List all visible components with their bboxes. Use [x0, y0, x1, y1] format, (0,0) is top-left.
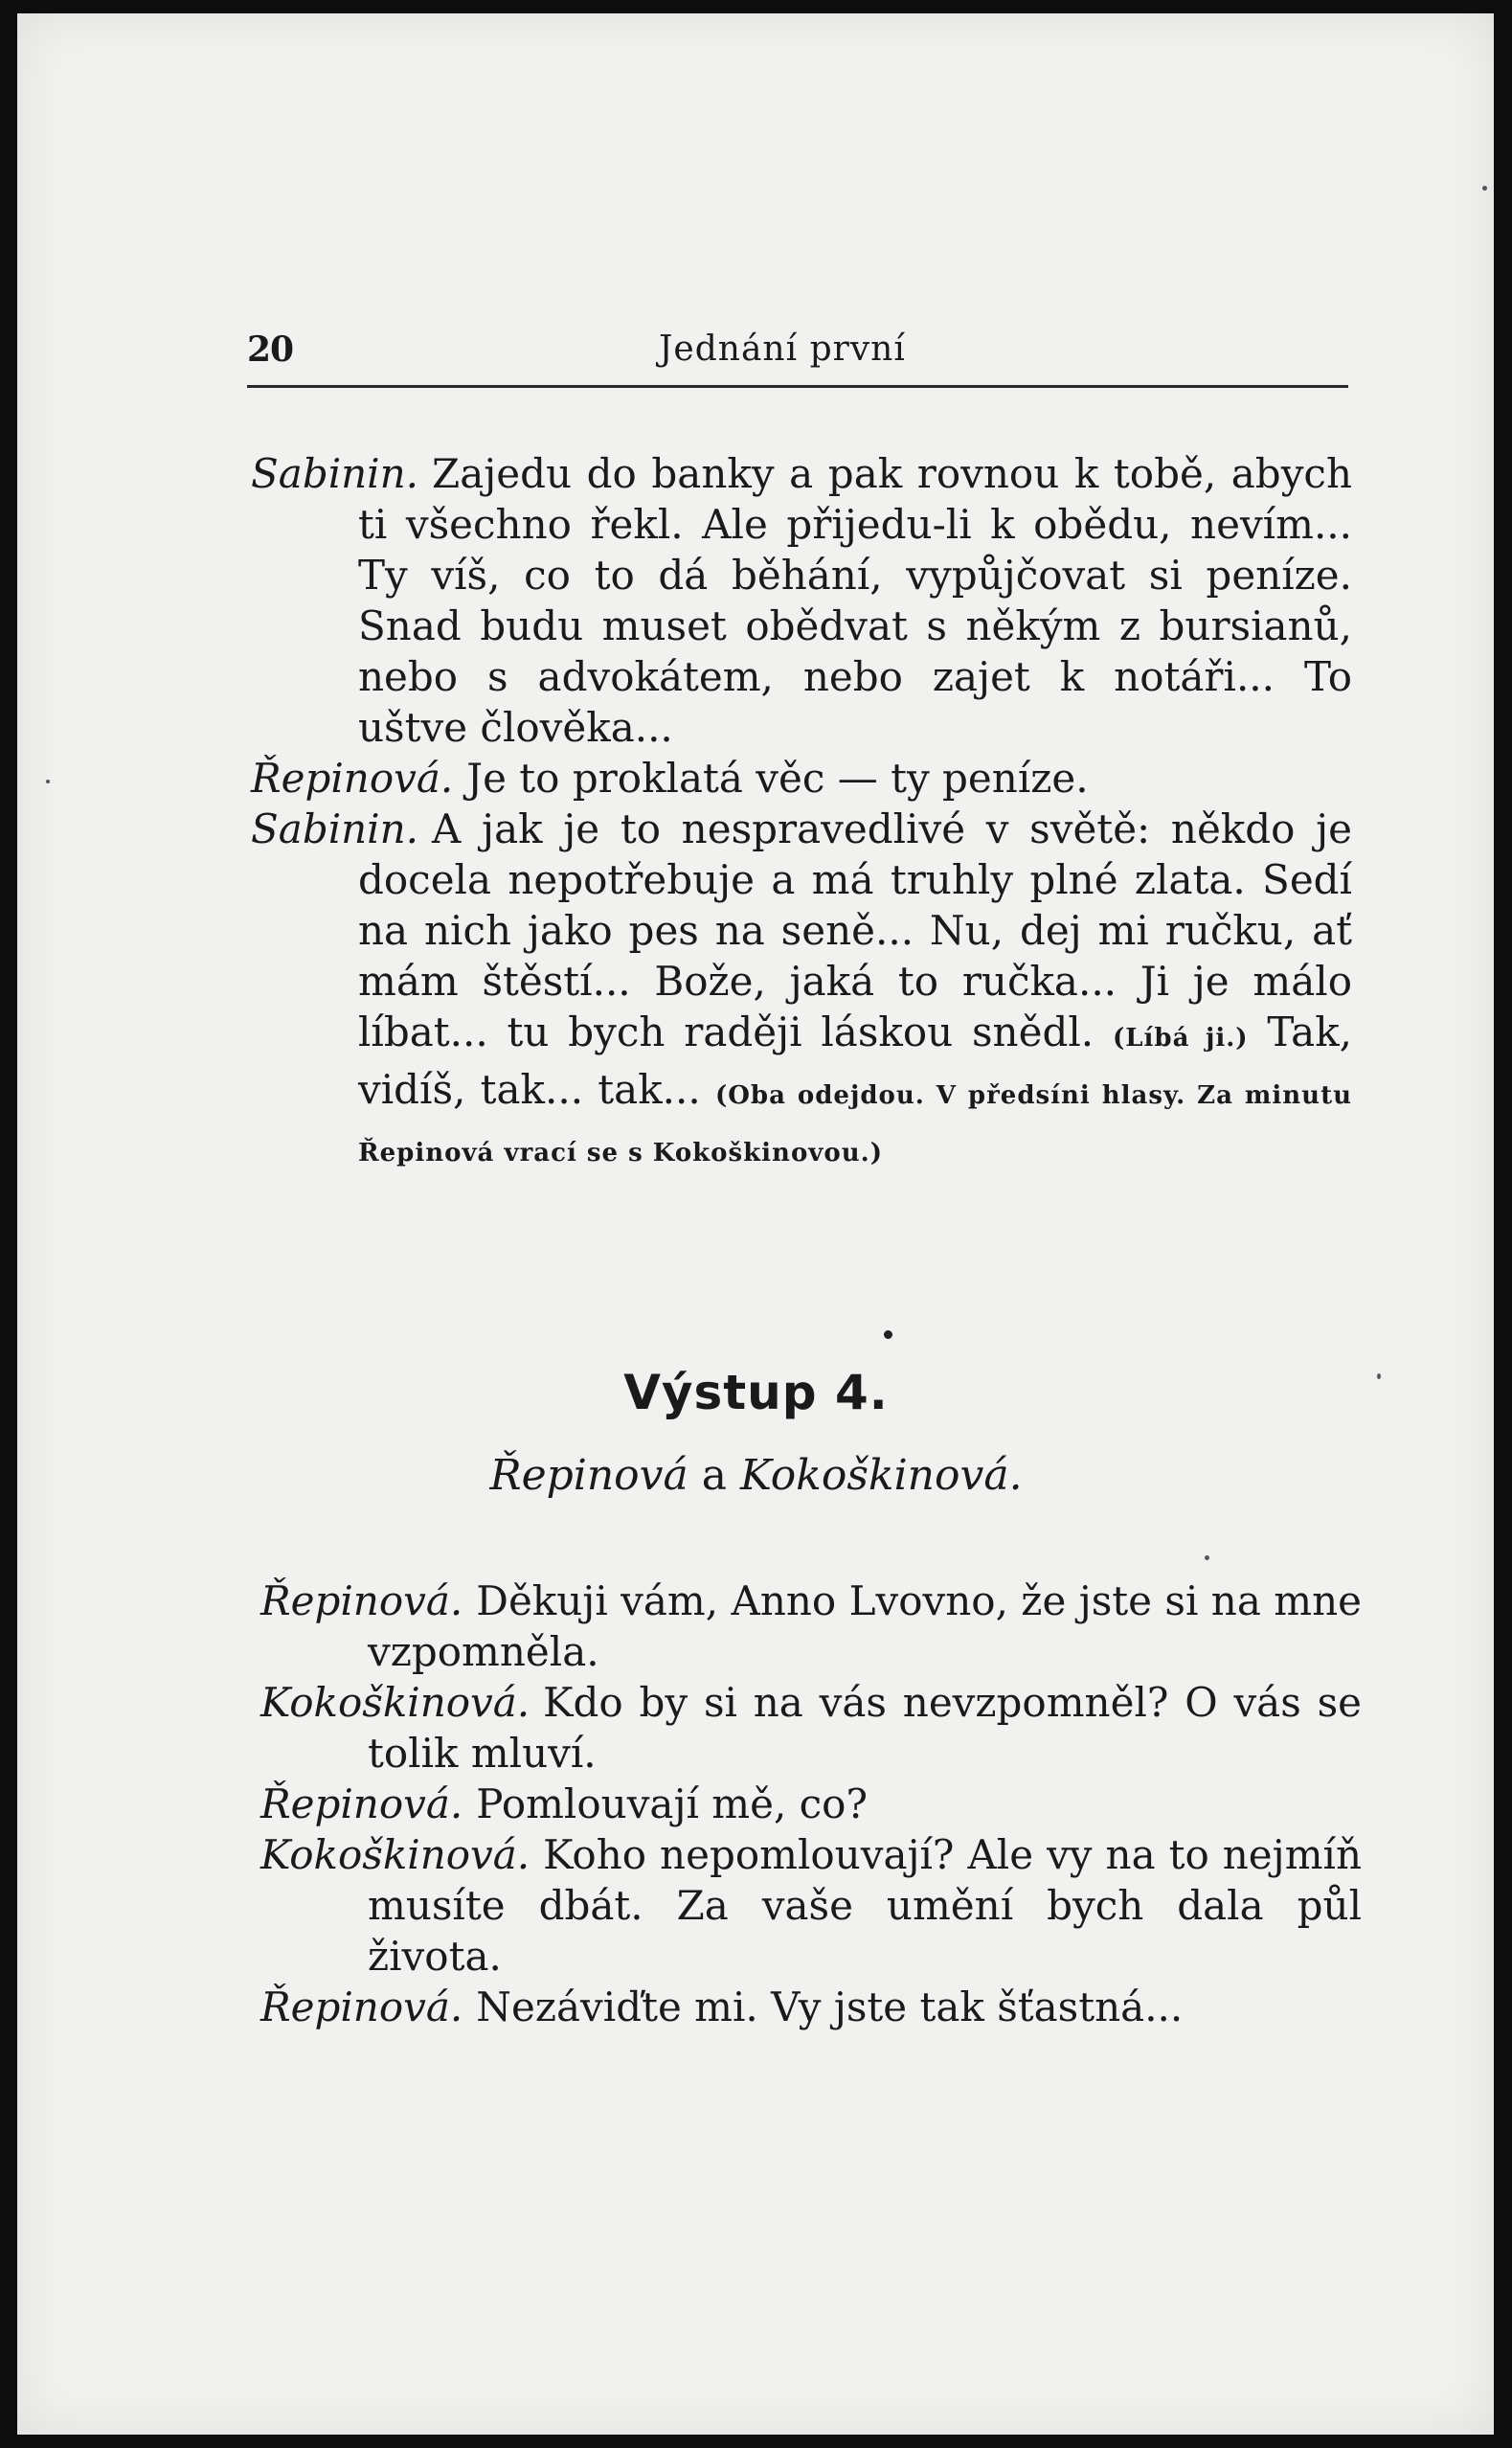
speaker-name: Sabinin.	[251, 450, 419, 497]
speech-text: Kdo by si na vás nevzpomněl? O vás se tolik mluví.	[368, 1679, 1362, 1777]
print-speck	[46, 780, 50, 783]
header-rule	[247, 385, 1348, 388]
speech-sabinin-2	[251, 804, 1352, 1179]
speech-text: A jak je to nespravedlivé v světě: někdo je docela nepotřebuje a má truhly plné zlata. Sedí na nich jako pes na seně... Nu, dej mi ručku, ať mám štěstí... Bože, jaká to ručka... Ji je málo líbat... tu bych raději láskou snědl.	[358, 805, 1352, 1055]
cast-joiner: a	[701, 1451, 727, 1500]
stage-direction-exit: (Oba odejdou. V předsíni hlasy. Za minutu Řepinová vrací se s Kokoškinovou.)	[358, 1081, 1352, 1167]
speech-sabinin-1	[251, 448, 1352, 753]
speech-repinova-2	[260, 1575, 1362, 1677]
speech-kokoskinova-1	[260, 1677, 1362, 1779]
print-speck	[1482, 186, 1487, 191]
print-speck	[1205, 1555, 1209, 1560]
cast-character: Řepinová	[489, 1451, 688, 1500]
speech-repinova-4	[260, 1982, 1362, 2032]
speech-text-continued: Tak, vidíš, tak... tak...	[358, 1009, 1352, 1113]
speaker-name: Řepinová.	[260, 1780, 463, 1827]
cast-character: Kokoškinová.	[740, 1451, 1023, 1500]
scene-cast	[0, 1451, 1512, 1500]
speech-text: Zajedu do banky a pak rovnou k tobě, abych ti všechno řekl. Ale přijedu-li k obědu, nevím... Ty víš, co to dá běhání, vypůjčovat si peníze. Snad budu muset obědvat s někým z bursianů, nebo s advokátem, nebo zajet k notáři... To uštve člověka...	[358, 450, 1352, 751]
speech-repinova-3	[260, 1779, 1362, 1829]
running-title: Jednání první	[659, 329, 906, 369]
dialogue-block-1	[251, 448, 1352, 1179]
speech-text: Pomlouvají mě, co?	[476, 1780, 868, 1827]
speech-text: Nezáviďte mi. Vy jste tak šťastná...	[476, 1983, 1184, 2030]
speech-repinova-1	[251, 753, 1352, 804]
speech-text: Koho nepomlouvají? Ale vy na to nejmíň musíte dbát. Za vaše umění bych dala půl života.	[368, 1831, 1362, 1980]
dialogue-block-2	[260, 1575, 1362, 2032]
print-speck	[884, 1330, 892, 1339]
speaker-name: Řepinová.	[251, 755, 454, 802]
speech-text: Je to proklatá věc — ty peníze.	[466, 755, 1089, 802]
speaker-name: Kokoškinová.	[260, 1831, 530, 1878]
stage-direction-inline: (Líbá ji.)	[1112, 1024, 1249, 1053]
speaker-name: Řepinová.	[260, 1577, 463, 1624]
speaker-name: Řepinová.	[260, 1983, 463, 2030]
running-head	[247, 324, 1348, 381]
scene-title: Výstup 4.	[623, 1365, 889, 1420]
speech-kokoskinova-2	[260, 1829, 1362, 1982]
speaker-name: Sabinin.	[251, 805, 419, 852]
speech-text: Děkuji vám, Anno Lvovno, že jste si na mne vzpomněla.	[368, 1577, 1362, 1675]
speaker-name: Kokoškinová.	[260, 1679, 530, 1726]
page-number: 20	[247, 329, 294, 370]
